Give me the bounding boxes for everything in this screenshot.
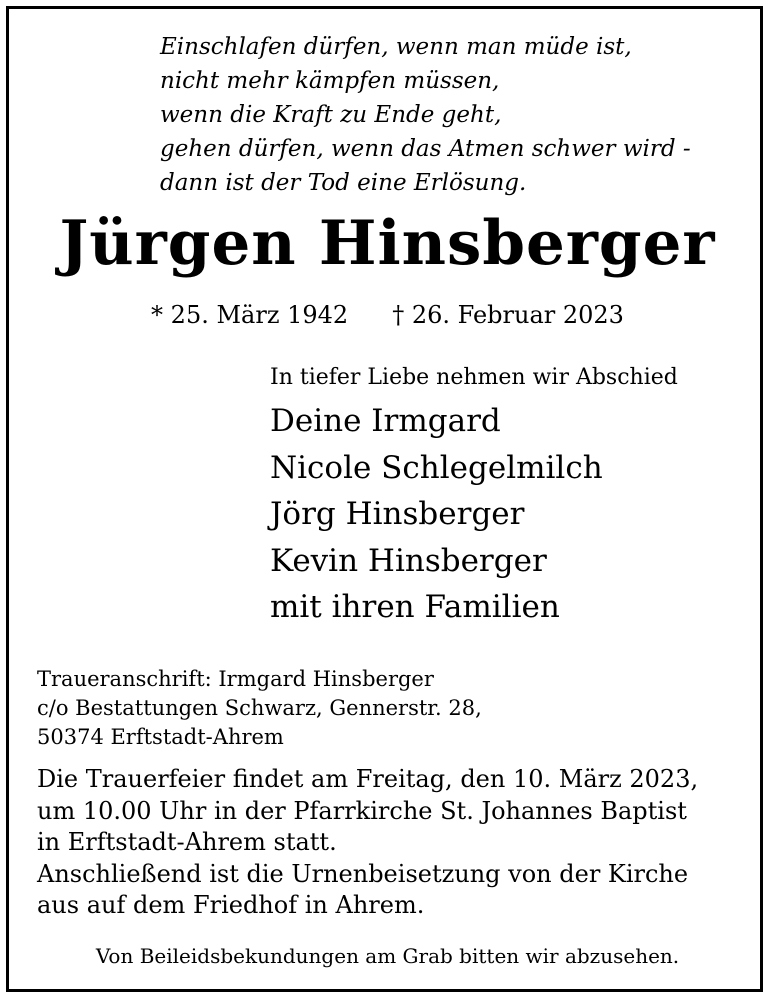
mourner-name: Kevin Hinsberger — [270, 542, 547, 579]
poem-line: gehen dürfen, wenn das Atmen schwer wird - — [160, 136, 691, 162]
mourning-address — [37, 665, 482, 752]
life-dates — [0, 300, 775, 330]
ceremony-info — [37, 764, 737, 922]
condolence-note: Von Beileidsbekundungen am Grab bitten wir abzusehen. — [95, 944, 680, 968]
ceremony-line: um 10.00 Uhr in der Pfarrkirche St. Johannes Baptist — [37, 796, 687, 825]
poem-line: nicht mehr kämpfen müssen, — [160, 68, 500, 94]
poem-line: wenn die Kraft zu Ende geht, — [160, 102, 502, 128]
address-line: c/o Bestattungen Schwarz, Gennerstr. 28, — [37, 696, 482, 720]
ceremony-line: aus auf dem Friedhof in Ahrem. — [37, 891, 425, 919]
ceremony-line: Anschließend ist die Urnenbeisetzung von der Kirche — [37, 859, 689, 888]
birth-date: * 25. März 1942 — [151, 301, 349, 329]
mourner-name: Jörg Hinsberger — [270, 496, 525, 532]
death-date: † 26. Februar 2023 — [392, 301, 624, 329]
ceremony-line: in Erftstadt-Ahrem statt. — [37, 828, 337, 856]
poem — [160, 30, 760, 200]
farewell-line: In tiefer Liebe nehmen wir Abschied — [270, 365, 678, 390]
deceased-name: Jürgen Hinsberger — [59, 208, 716, 279]
address-line: Traueranschrift: Irmgard Hinsberger — [37, 667, 434, 691]
mourner-name: mit ihren Familien — [270, 589, 560, 625]
mourner-name: Deine Irmgard — [270, 403, 501, 439]
poem-line: dann ist der Tod eine Erlösung. — [160, 170, 527, 196]
mourner-name: Nicole Schlegelmilch — [270, 449, 603, 486]
ceremony-line: Die Trauerfeier findet am Freitag, den 10. März 2023, — [37, 765, 699, 793]
mourners-list — [270, 398, 603, 631]
poem-line: Einschlafen dürfen, wenn man müde ist, — [160, 34, 632, 60]
address-line: 50374 Erftstadt-Ahrem — [37, 725, 284, 749]
